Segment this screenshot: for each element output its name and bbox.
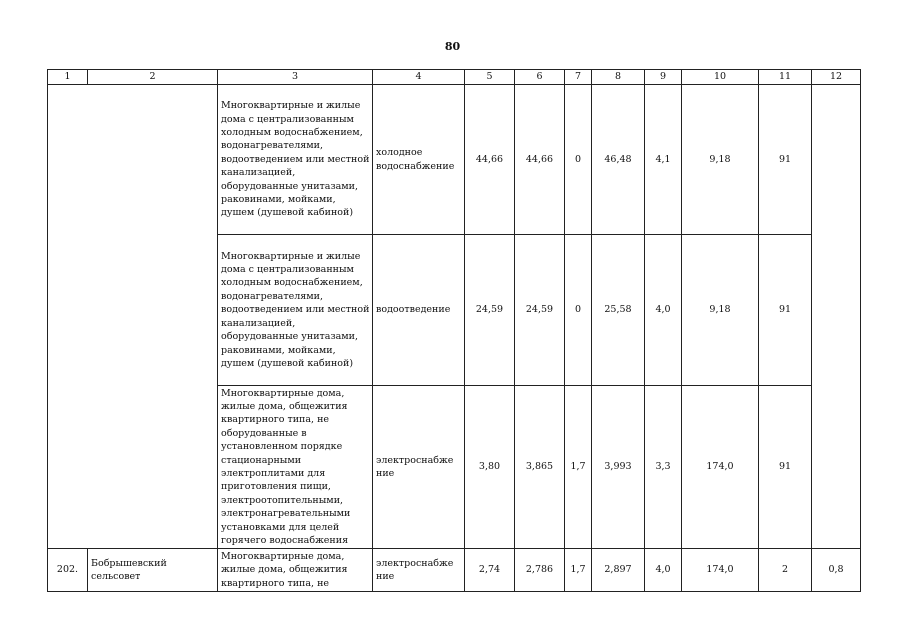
- description-line: оборудованные в: [221, 427, 307, 439]
- description-line: стационарными: [221, 454, 302, 466]
- value-cell: 1,7: [565, 386, 592, 549]
- service-cell: водоотведение: [373, 235, 465, 386]
- row-number-cell: 202.: [48, 549, 88, 592]
- description-line: раковинами, мойками,: [221, 344, 336, 356]
- value-cell: 91: [759, 386, 812, 549]
- value-cell: 46,48: [592, 85, 645, 235]
- value-cell: 91: [759, 85, 812, 235]
- description-cell: [218, 549, 373, 592]
- value-cell: 1,7: [565, 549, 592, 592]
- description-line: холодным водоснабжением,: [221, 126, 363, 138]
- page-number: 80: [444, 40, 461, 53]
- header-row: [48, 70, 861, 85]
- description-line: квартирного типа, не: [221, 414, 330, 426]
- description-line: Многоквартирные дома,: [221, 387, 345, 399]
- settlement-cell: [88, 85, 218, 549]
- value-cell: 91: [759, 235, 812, 386]
- description-line: водонагревателями,: [221, 290, 323, 302]
- description-line: канализацией,: [221, 167, 296, 179]
- value-cell: 2,74: [465, 549, 515, 592]
- description-line: Многоквартирные и жилые: [221, 100, 361, 112]
- value-cell: 3,865: [515, 386, 565, 549]
- value-cell: 174,0: [682, 386, 759, 549]
- description-line: электронагревательными: [221, 508, 351, 520]
- value-cell: 24,59: [465, 235, 515, 386]
- header-cell: 4: [373, 70, 465, 85]
- description-line: электроплитами для: [221, 468, 326, 479]
- description-line: приготовления пищи,: [221, 481, 331, 493]
- value-cell: 174,0: [682, 549, 759, 592]
- description-line: водоотведением или местной: [221, 304, 370, 316]
- value-cell: 4,0: [645, 549, 682, 592]
- description-line: холодным водоснабжением,: [221, 277, 363, 289]
- header-cell: 11: [759, 70, 812, 85]
- service-cell: электроснабже ние: [373, 386, 465, 549]
- header-cell: 7: [565, 70, 592, 85]
- header-cell: 6: [515, 70, 565, 85]
- value-cell: 0,8: [812, 549, 861, 592]
- value-cell: 2,897: [592, 549, 645, 592]
- description-line: водонагревателями,: [221, 140, 323, 152]
- description-line: раковинами, мойками,: [221, 194, 336, 206]
- description-cell: [218, 235, 373, 386]
- description-line: оборудованные унитазами,: [221, 331, 359, 343]
- table-row: [48, 549, 861, 592]
- description-line: установками для целей: [221, 521, 340, 533]
- description-cell: [218, 85, 373, 235]
- description-line: квартирного типа, не: [221, 577, 330, 589]
- value-cell: 3,80: [465, 386, 515, 549]
- description-line: оборудованные унитазами,: [221, 180, 359, 192]
- value-cell: 25,58: [592, 235, 645, 386]
- value-cell: 0: [565, 235, 592, 386]
- description-cell: [218, 386, 373, 549]
- description-line: Многоквартирные дома,: [221, 550, 345, 562]
- header-cell: 10: [682, 70, 759, 85]
- header-cell: 12: [812, 70, 861, 85]
- value-cell: 4,1: [645, 85, 682, 235]
- header-cell: 3: [218, 70, 373, 85]
- description-line: Многоквартирные и жилые: [221, 250, 361, 262]
- header-cell: 8: [592, 70, 645, 85]
- description-line: дома с централизованным: [221, 113, 354, 125]
- description-line: жилые дома, общежития: [221, 564, 348, 576]
- service-cell: холодное водоснабжение: [373, 85, 465, 235]
- value-cell: 44,66: [465, 85, 515, 235]
- value-cell: 3,3: [645, 386, 682, 549]
- header-cell: 1: [48, 70, 88, 85]
- value-cell: [812, 85, 861, 549]
- description-line: установленном порядке: [221, 441, 343, 453]
- row-number-cell: [48, 85, 88, 549]
- header-cell: 9: [645, 70, 682, 85]
- description-line: электроотопительными,: [221, 494, 344, 506]
- service-cell: электроснабже ние: [373, 549, 465, 592]
- description-line: дома с централизованным: [221, 264, 354, 276]
- description-line: душем (душевой кабиной): [221, 207, 354, 219]
- value-cell: 2,786: [515, 549, 565, 592]
- description-line: канализацией,: [221, 317, 296, 329]
- value-cell: 44,66: [515, 85, 565, 235]
- description-line: душем (душевой кабиной): [221, 357, 354, 369]
- header-cell: 5: [465, 70, 515, 85]
- value-cell: 2: [759, 549, 812, 592]
- description-line: водоотведением или местной: [221, 153, 370, 165]
- description-line: горячего водоснабжения: [221, 535, 349, 547]
- tariff-table: [47, 69, 861, 592]
- settlement-cell: Бобрышевский сельсовет: [88, 549, 218, 592]
- value-cell: 9,18: [682, 85, 759, 235]
- table-row: [48, 85, 861, 235]
- description-line: жилые дома, общежития: [221, 400, 348, 412]
- value-cell: 4,0: [645, 235, 682, 386]
- value-cell: 3,993: [592, 386, 645, 549]
- value-cell: 9,18: [682, 235, 759, 386]
- value-cell: 24,59: [515, 235, 565, 386]
- value-cell: 0: [565, 85, 592, 235]
- header-cell: 2: [88, 70, 218, 85]
